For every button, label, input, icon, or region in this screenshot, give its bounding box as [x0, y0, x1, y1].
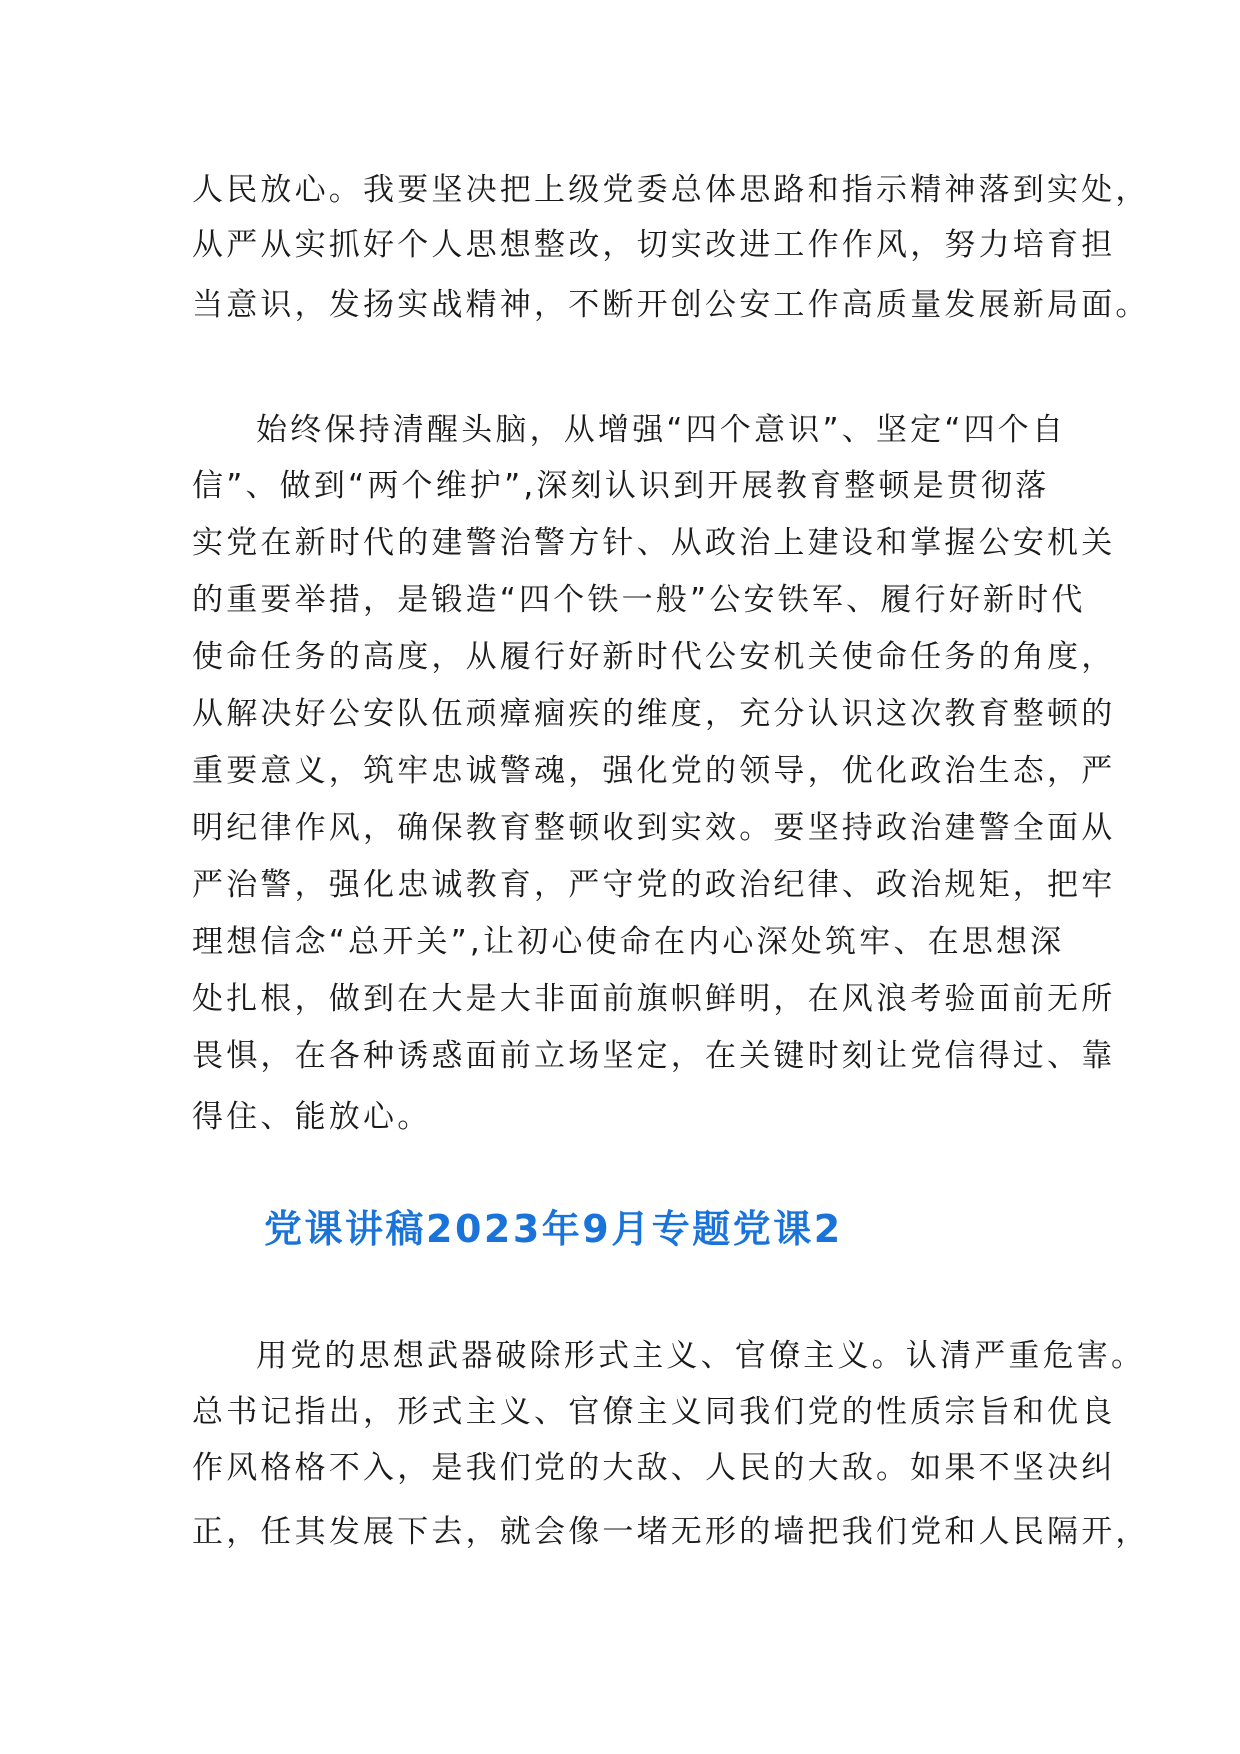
paragraph-3-line-4: 正，任其发展下去，就会像一堵无形的墙把我们党和人民隔开， — [192, 1514, 1150, 1550]
paragraph-2-line-11: 处扎根，做到在大是大非面前旗帜鲜明，在风浪考验面前无所 — [192, 981, 1116, 1017]
paragraph-2-line-1: 始终保持清醒头脑，从增强“四个意识”、坚定“四个自 — [256, 412, 1067, 448]
paragraph-2-line-9: 严治警，强化忠诚教育，严守党的政治纪律、政治规矩，把牢 — [192, 867, 1116, 903]
paragraph-2-line-3: 实党在新时代的建警治警方针、从政治上建设和掌握公安机关 — [192, 525, 1116, 561]
paragraph-2-line-8: 明纪律作风，确保教育整顿收到实效。要坚持政治建警全面从 — [192, 810, 1116, 846]
paragraph-3-line-3: 作风格格不入，是我们党的大敌、人民的大敌。如果不坚决纠 — [192, 1450, 1116, 1486]
paragraph-2-line-10: 理想信念“总开关”,让初心使命在内心深处筑牢、在思想深 — [192, 924, 1065, 960]
paragraph-2-line-12: 畏惧，在各种诱惑面前立场坚定，在关键时刻让党信得过、靠 — [192, 1038, 1116, 1074]
paragraph-2-line-6: 从解决好公安队伍顽瘴痼疾的维度，充分认识这次教育整顿的 — [192, 696, 1116, 732]
paragraph-1-line-2: 从严从实抓好个人思想整改，切实改进工作作风，努力培育担 — [192, 227, 1116, 263]
paragraph-3-line-1: 用党的思想武器破除形式主义、官僚主义。认清严重危害。 — [256, 1338, 1146, 1374]
paragraph-2-line-13: 得住、能放心。 — [192, 1099, 432, 1135]
paragraph-2-line-4: 的重要举措，是锻造“四个铁一般”公安铁军、履行好新时代 — [192, 582, 1086, 618]
paragraph-2-line-7: 重要意义，筑牢忠诚警魂，强化党的领导，优化政治生态，严 — [192, 753, 1116, 789]
paragraph-2-line-2: 信”、做到“两个维护”,深刻认识到开展教育整顿是贯彻落 — [192, 468, 1050, 504]
paragraph-2-line-5: 使命任务的高度，从履行好新时代公安机关使命任务的角度， — [192, 639, 1116, 675]
section-heading: 党课讲稿2023年9月专题党课2 — [264, 1207, 843, 1251]
paragraph-3-line-2: 总书记指出，形式主义、官僚主义同我们党的性质宗旨和优良 — [192, 1394, 1116, 1430]
paragraph-1-line-3: 当意识，发扬实战精神，不断开创公安工作高质量发展新局面。 — [192, 287, 1150, 323]
paragraph-1-line-1: 人民放心。我要坚决把上级党委总体思路和指示精神落到实处， — [192, 172, 1150, 208]
